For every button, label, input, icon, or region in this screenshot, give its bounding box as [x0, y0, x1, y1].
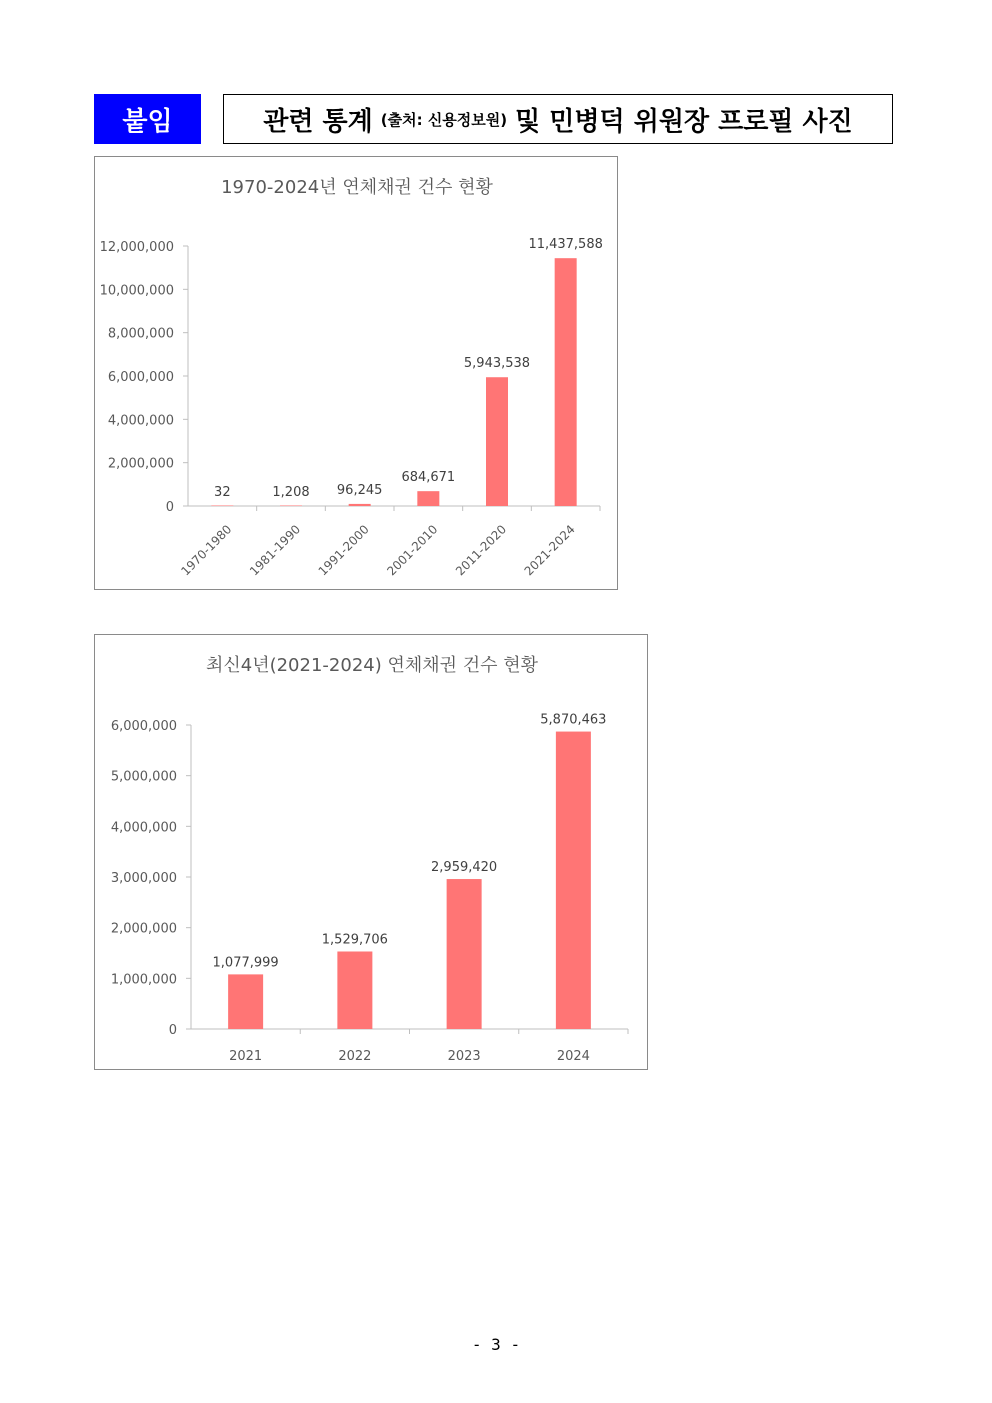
x-tick-label: 2022	[338, 1049, 372, 1064]
title-source: (출처: 신용정보원)	[380, 110, 508, 129]
bar	[556, 732, 591, 1029]
title-main: 관련 통계	[263, 106, 373, 137]
y-tick-label: 12,000,000	[99, 240, 174, 255]
x-tick-label: 2024	[556, 1049, 590, 1064]
y-tick-label: 6,000,000	[107, 370, 174, 385]
y-tick-label: 0	[168, 1023, 177, 1038]
overdue-chart-1970-2024	[94, 156, 618, 590]
data-label: 684,671	[401, 470, 456, 486]
data-label: 96,245	[336, 482, 383, 498]
data-label: 1,077,999	[212, 955, 279, 971]
bar	[447, 879, 482, 1029]
y-tick-label: 5,000,000	[110, 769, 177, 785]
y-tick-label: 2,000,000	[110, 921, 177, 937]
chart-svg	[95, 635, 649, 1071]
y-tick-label: 1,000,000	[110, 972, 177, 988]
bar	[280, 506, 302, 507]
bar	[417, 491, 439, 506]
overdue-chart-2021-2024	[94, 634, 648, 1070]
data-label: 5,870,463	[540, 712, 607, 728]
x-tick-label: 2021-2024	[521, 522, 578, 579]
y-tick-label: 4,000,000	[107, 413, 174, 429]
page-number: - 3 -	[471, 1335, 521, 1354]
x-tick-label: 2001-2010	[384, 522, 441, 579]
y-tick-label: 4,000,000	[110, 820, 177, 836]
y-tick-label: 3,000,000	[110, 871, 177, 886]
bar	[349, 504, 371, 506]
x-tick-label: 2021	[229, 1049, 263, 1064]
y-tick-label: 0	[165, 500, 174, 515]
title-rest: 및 민병덕 위원장 프로필 사진	[515, 106, 853, 137]
x-tick-label: 1981-1990	[246, 522, 304, 579]
attachment-badge: 붙임	[94, 94, 201, 144]
bar	[228, 974, 263, 1029]
chart-title: 최신4년(2021-2024) 연체채권 건수 현황	[205, 655, 539, 676]
chart-title: 1970-2024년 연체채권 건수 현황	[221, 177, 493, 198]
data-label: 2,959,420	[431, 860, 498, 876]
x-tick-label: 2023	[447, 1049, 481, 1064]
y-tick-label: 6,000,000	[110, 719, 177, 734]
data-label: 32	[214, 484, 231, 500]
x-tick-label: 1991-2000	[315, 522, 372, 579]
data-label: 11,437,588	[528, 237, 603, 253]
bar	[555, 258, 577, 506]
y-tick-label: 8,000,000	[107, 326, 174, 342]
y-tick-label: 10,000,000	[99, 283, 174, 299]
data-label: 5,943,538	[463, 356, 531, 372]
bar	[486, 377, 508, 506]
x-tick-label: 1970-1980	[178, 522, 235, 579]
chart-svg	[95, 157, 619, 591]
bar	[211, 506, 233, 507]
page-title	[223, 94, 893, 144]
data-label: 1,529,706	[321, 932, 388, 948]
y-tick-label: 2,000,000	[107, 456, 174, 472]
data-label: 1,208	[272, 484, 310, 500]
bar	[337, 951, 372, 1029]
x-tick-label: 2011-2020	[452, 522, 510, 579]
